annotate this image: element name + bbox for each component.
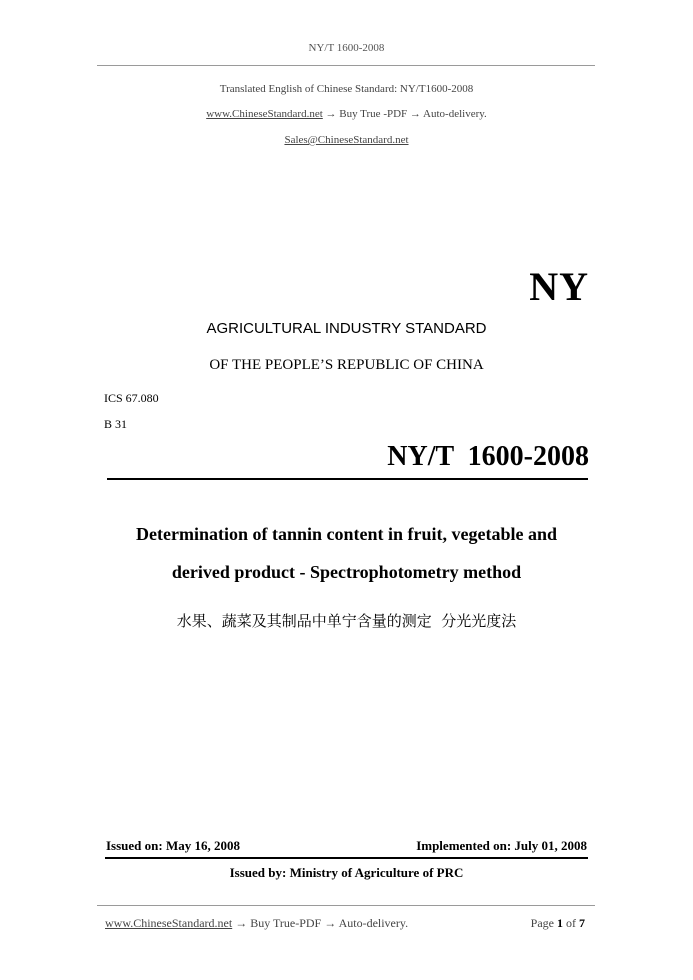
footer-promo — [105, 916, 408, 931]
sales-contact — [0, 134, 693, 146]
standard-prefix-logo: NY — [529, 264, 589, 309]
page-label: Page — [530, 916, 557, 930]
ics-code: ICS 67.080 — [104, 391, 159, 405]
ccs-code: B 31 — [104, 417, 128, 431]
footer-divider — [97, 905, 595, 906]
promo-line — [0, 108, 693, 120]
english-title-line1: Determination of tannin content in fruit, vegetable and — [136, 524, 557, 544]
footer-promo-text: → Buy True-PDF → Auto-delivery. — [232, 916, 409, 930]
standard-type-line2: OF THE PEOPLE’S REPUBLIC OF CHINA — [209, 357, 484, 373]
footer-website-link[interactable]: www.ChineseStandard.net — [105, 916, 233, 930]
implemented-on-date: Implemented on: July 01, 2008 — [416, 838, 587, 853]
english-title-line2: derived product - Spectrophotometry method — [171, 562, 522, 582]
issuing-authority: Issued by: Ministry of Agriculture of PRC — [229, 865, 464, 880]
running-header-title: NY/T 1600-2008 — [308, 42, 385, 54]
standard-number: NY/T 1600-2008 — [387, 441, 589, 472]
translation-notice: Translated English of Chinese Standard: NY/T1600-2008 — [219, 83, 474, 95]
page-number — [531, 916, 585, 931]
standard-number-rule — [107, 478, 588, 480]
issued-on-date: Issued on: May 16, 2008 — [106, 838, 240, 853]
standard-type-line1: AGRICULTURAL INDUSTRY STANDARD — [206, 320, 487, 337]
header-divider — [97, 65, 595, 66]
page-of: of — [563, 916, 579, 930]
page-total: 7 — [579, 916, 585, 930]
sales-email-link[interactable]: Sales@ChineseStandard.net — [284, 134, 409, 146]
page-current: 1 — [557, 916, 563, 930]
website-link[interactable]: www.ChineseStandard.net — [206, 108, 323, 120]
issue-divider — [105, 857, 588, 859]
promo-text: → Buy True -PDF → Auto-delivery. — [322, 108, 487, 120]
chinese-title: 水果、蔬菜及其制品中单宁含量的测定 分光光度法 — [176, 612, 517, 630]
